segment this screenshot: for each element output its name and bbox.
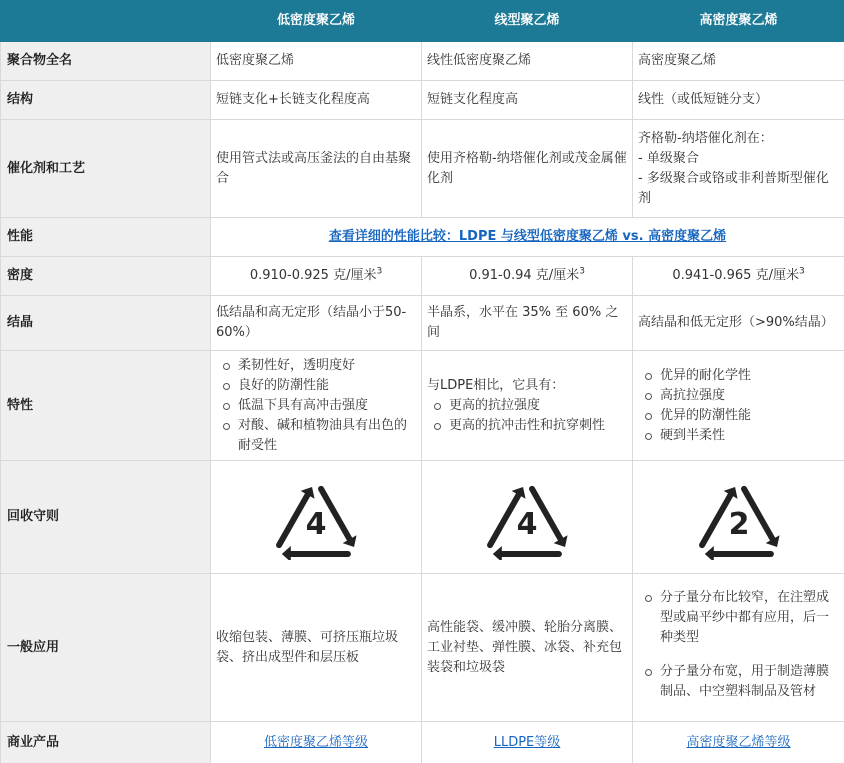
cell-hdpe: [633, 574, 844, 722]
properties-intro: 与LDPE相比，它具有：: [427, 377, 565, 393]
cell-lldpe: 使用齐格勒-纳塔催化剂或茂金属催化剂: [422, 120, 633, 218]
density-superscript: 3: [798, 266, 805, 277]
properties-list: [216, 356, 416, 456]
cell-ldpe: [211, 257, 422, 296]
density-value: 0.910-0.925 克/厘米: [249, 268, 377, 283]
cell-lldpe: [422, 722, 633, 763]
header-row: [1, 1, 844, 42]
row-label: 商业产品: [1, 722, 211, 763]
recycle-arrow-shaft: [279, 495, 308, 545]
row-crystallinity: [1, 296, 844, 351]
list-item: 优异的防潮性能: [660, 406, 839, 426]
row-performance: [1, 218, 844, 257]
properties-list: [638, 366, 839, 446]
recycle-arrow-shaft: [490, 495, 519, 545]
density-superscript: 3: [579, 266, 585, 277]
row-full-name: [1, 42, 844, 81]
row-density: [1, 257, 844, 296]
catalyst-line: - 多级聚合或铬或非利普斯型催化剂: [638, 170, 829, 206]
cell-ldpe: 低密度聚乙烯: [211, 42, 422, 81]
recycling-symbol-icon: [268, 474, 364, 560]
recycling-symbol-icon: [479, 474, 575, 560]
cell-lldpe: 线性低密度聚乙烯: [422, 42, 633, 81]
row-label: 结构: [1, 81, 211, 120]
cell-lldpe: 高性能袋、缓冲膜、轮胎分离膜、工业衬垫、弹性膜、冰袋、补充包装袋和垃圾袋: [422, 574, 633, 722]
cell-lldpe: [422, 351, 633, 461]
cell-lldpe: 半晶系，水平在 35% 至 60% 之间: [422, 296, 633, 351]
list-item: 分子量分布宽，用于制造薄膜制品、中空塑料制品及管材: [660, 662, 839, 702]
performance-cell: [211, 218, 844, 257]
cell-ldpe: 收缩包装、薄膜、可挤压瓶垃圾袋、挤出成型件和层压板: [211, 574, 422, 722]
cell-hdpe: [633, 351, 844, 461]
row-label: 密度: [1, 257, 211, 296]
applications-list: [638, 588, 839, 702]
row-catalyst: [1, 120, 844, 218]
row-label: 聚合物全名: [1, 42, 211, 81]
cell-ldpe: [211, 722, 422, 763]
list-item: 高抗拉强度: [660, 386, 839, 406]
header-hdpe: 高密度聚乙烯: [633, 1, 844, 42]
row-label: 催化剂和工艺: [1, 120, 211, 218]
row-label: 性能: [1, 218, 211, 257]
cell-hdpe: 线性（或低短链分支）: [633, 81, 844, 120]
recycle-arrow-head: [282, 546, 291, 560]
hdpe-grades-link[interactable]: 高密度聚乙烯等级: [686, 734, 791, 750]
density-superscript: 3: [376, 266, 383, 277]
lldpe-grades-link[interactable]: LLDPE等级: [493, 734, 561, 750]
cell-lldpe: [422, 257, 633, 296]
row-applications: [1, 574, 844, 722]
cell-lldpe: 短链支化程度高: [422, 81, 633, 120]
cell-ldpe: 使用管式法或高压釜法的自由基聚合: [211, 120, 422, 218]
row-structure: [1, 81, 844, 120]
cell-ldpe: 低结晶和高无定形（结晶小于50-60%）: [211, 296, 422, 351]
density-value: 0.941-0.965 克/厘米: [672, 268, 799, 283]
catalyst-line: - 单级聚合: [638, 150, 699, 166]
list-item: 分子量分布比较窄，在注塑成型或扁平纱中都有应用，后一种类型: [660, 588, 839, 648]
recycle-arrow-head: [493, 546, 502, 560]
cell-hdpe: 高结晶和低无定形（>90%结晶）: [633, 296, 844, 351]
recycling-code: 4: [305, 507, 327, 542]
cell-hdpe: [633, 257, 844, 296]
list-item: 对酸、碱和植物油具有出色的耐受性: [238, 416, 416, 456]
cell-hdpe: 高密度聚乙烯: [633, 42, 844, 81]
list-item: 更高的抗拉强度: [449, 396, 627, 416]
performance-comparison-link[interactable]: 查看详细的性能比较：LDPE 与线型低密度聚乙烯 vs. 高密度聚乙烯: [328, 229, 727, 244]
row-label: 回收守则: [1, 461, 211, 574]
recycle-arrow-shaft: [702, 495, 731, 545]
recycling-code: 2: [728, 507, 749, 542]
row-label: 特性: [1, 351, 211, 461]
ldpe-grades-link[interactable]: 低密度聚乙烯等级: [263, 734, 368, 750]
list-item: 低温下具有高冲击强度: [238, 396, 416, 416]
cell-ldpe: [211, 461, 422, 574]
cell-ldpe: 短链支化+长链支化程度高: [211, 81, 422, 120]
header-lldpe: 线型聚乙烯: [422, 1, 633, 42]
cell-lldpe: [422, 461, 633, 574]
list-item: 良好的防潮性能: [238, 376, 416, 396]
row-label: 一般应用: [1, 574, 211, 722]
row-label: 结晶: [1, 296, 211, 351]
recycling-code: 4: [516, 507, 538, 542]
density-value: 0.91-0.94 克/厘米: [469, 268, 580, 283]
list-item: 更高的抗冲击性和抗穿刺性: [449, 416, 627, 436]
row-recycling: [1, 461, 844, 574]
properties-list: [427, 396, 627, 436]
cell-hdpe: [633, 461, 844, 574]
recycle-arrow-head: [704, 546, 713, 560]
recycling-symbol-icon: [691, 474, 787, 560]
cell-hdpe: [633, 120, 844, 218]
header-ldpe: 低密度聚乙烯: [211, 1, 422, 42]
row-properties: [1, 351, 844, 461]
header-empty: [1, 1, 211, 42]
cell-ldpe: [211, 351, 422, 461]
cell-hdpe: [633, 722, 844, 763]
row-products: [1, 722, 844, 763]
list-item: 优异的耐化学性: [660, 366, 839, 386]
list-item: 硬到半柔性: [660, 426, 839, 446]
catalyst-line: 齐格勒-纳塔催化剂在：: [638, 130, 773, 146]
list-item: 柔韧性好，透明度好: [238, 356, 416, 376]
